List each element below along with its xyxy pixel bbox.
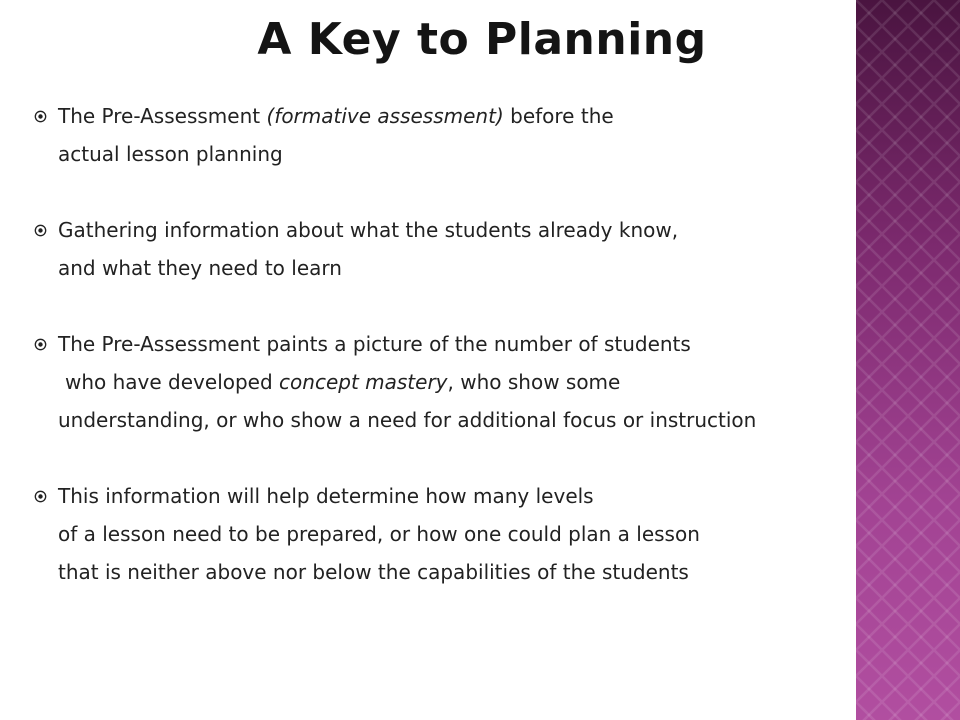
- bullet-line: who have developed concept mastery, who show some: [65, 370, 621, 394]
- bullet-line: and what they need to learn: [58, 256, 342, 280]
- bullet-line: The Pre-Assessment paints a picture of the number of students: [58, 332, 691, 356]
- bullet-item: [34, 211, 914, 287]
- circled-dot-icon: [34, 477, 58, 515]
- bullet-text: [58, 97, 914, 173]
- slide-title: A Key to Planning: [257, 14, 707, 65]
- bullet-list: [34, 97, 914, 629]
- bullet-text: [58, 325, 914, 439]
- emphasis-text: (formative assessment): [266, 104, 504, 128]
- bullet-line: actual lesson planning: [58, 142, 283, 166]
- bullet-item: [34, 477, 914, 591]
- circled-dot-icon: [34, 97, 58, 135]
- bullet-item: [34, 325, 914, 439]
- bullet-line: The Pre-Assessment (formative assessment) before the: [58, 104, 614, 128]
- bullet-line: of a lesson need to be prepared, or how one could plan a lesson: [58, 522, 700, 546]
- bullet-line: understanding, or who show a need for additional focus or instruction: [58, 408, 757, 432]
- bullet-text: [58, 211, 914, 287]
- emphasis-text: concept mastery: [279, 370, 448, 394]
- bullet-line: This information will help determine how many levels: [58, 484, 594, 508]
- bullet-line: Gathering information about what the students already know,: [58, 218, 679, 242]
- circled-dot-icon: [34, 325, 58, 363]
- bullet-item: [34, 97, 914, 173]
- bullet-text: [58, 477, 914, 591]
- bullet-line: that is neither above nor below the capabilities of the students: [58, 560, 689, 584]
- circled-dot-icon: [34, 211, 58, 249]
